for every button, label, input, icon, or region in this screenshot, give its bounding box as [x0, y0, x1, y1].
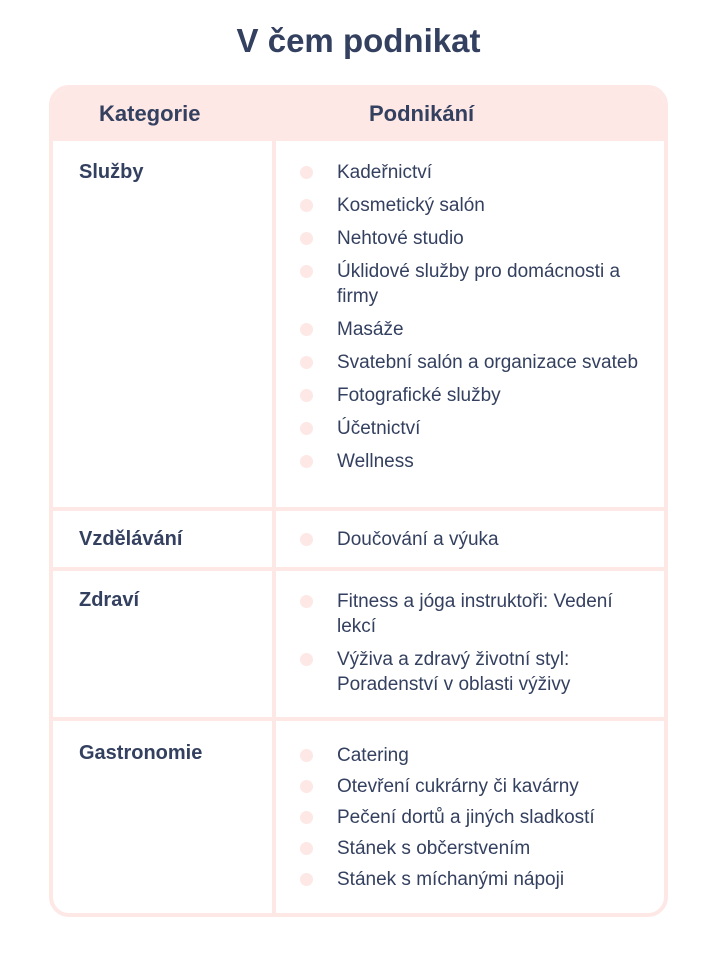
list-item: Stánek s občerstvením [293, 836, 653, 861]
row-category-vzdelavani: Vzdělávání [79, 528, 183, 550]
column-divider [272, 89, 276, 913]
row-items-sluzby [293, 160, 653, 482]
row-category-sluzby: Služby [79, 161, 144, 183]
list-item: Doučování a výuka [293, 527, 653, 552]
row-divider [53, 507, 664, 511]
list-item: Catering [293, 743, 653, 768]
list-item: Masáže [293, 317, 653, 342]
list-item: Účetnictví [293, 416, 653, 441]
table-header [53, 89, 664, 141]
list-item: Kadeřnictví [293, 160, 653, 185]
header-category: Kategorie [99, 101, 201, 126]
list-item: Fotografické služby [293, 383, 653, 408]
business-table [49, 85, 668, 917]
list-item: Stánek s míchanými nápoji [293, 867, 653, 892]
list-item: Nehtové studio [293, 226, 653, 251]
header-business: Podnikání [369, 101, 475, 126]
row-items-gastronomie [293, 743, 653, 898]
row-divider [53, 717, 664, 721]
list-item: Výživa a zdravý životní styl: Poradenství v oblasti výživy [293, 647, 653, 697]
row-category-zdravi: Zdraví [79, 589, 140, 611]
row-category-gastronomie: Gastronomie [79, 742, 203, 764]
list-item: Svatební salón a organizace svateb [293, 350, 653, 375]
list-item: Wellness [293, 449, 653, 474]
list-item: Kosmetický salón [293, 193, 653, 218]
page-title: V čem podnikat [236, 22, 481, 59]
list-item: Pečení dortů a jiných sladkostí [293, 805, 653, 830]
list-item: Otevření cukrárny či kavárny [293, 774, 653, 799]
row-divider [53, 567, 664, 571]
list-item: Fitness a jóga instruktoři: Vedení lekcí [293, 589, 653, 639]
row-items-vzdelavani [293, 527, 653, 560]
list-item: Úklidové služby pro domácnosti a firmy [293, 259, 653, 309]
row-items-zdravi [293, 589, 653, 705]
